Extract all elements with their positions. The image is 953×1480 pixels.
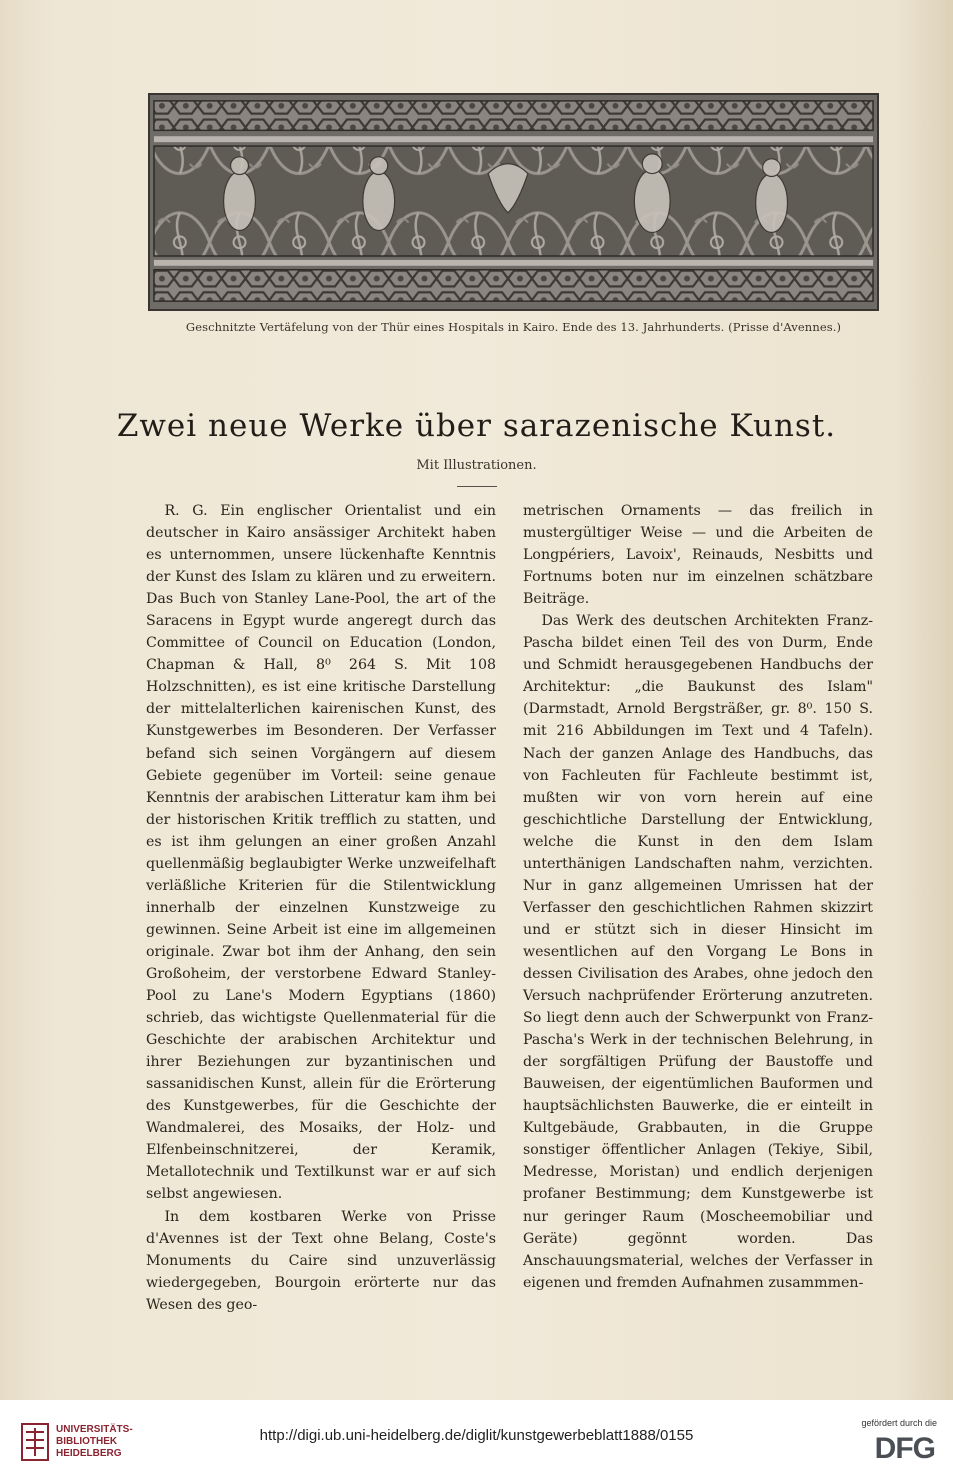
library-name-line: HEIDELBERG: [56, 1448, 122, 1459]
title-divider: [457, 486, 497, 487]
library-name-line: UNIVERSITÄTS-: [56, 1424, 133, 1435]
paragraph: metrischen Ornaments — das freilich in mustergültiger Weise — und die Arbeiten de Longpériers, Lavoix', Reinauds, Nesbitts und Fortnums boten nur im einzelnen schätzbare Beiträge.: [523, 503, 873, 608]
right-text-column: [523, 500, 873, 1294]
article-title: Zwei neue Werke über sarazenische Kunst.: [116, 408, 837, 444]
paragraph: R. G. Ein englischer Orientalist und ein deutscher in Kairo ansässiger Architekt haben es unternommen, unsere lückenhafte Kenntnis der Kunst des Islam zu klären und zu erweitern. Das Buch von Stanley Lane-Pool, the art of the Saracens in Egypt wurde angeregt durch das Committee of Council on Education (London, Chapman & Hall, 8⁰ 264 S. Mit 108 Holzschnitten), es ist eine kritische Darstellung der mittelalterlichen kairenischen Kunst, des Kunstgewerbes im Besonderen. Der Verfasser befand sich seinen Vorgängern auf diesem Gebiete gegenüber im Vorteil: seine genaue Kenntnis der arabischen Litteratur kam ihm bei der historischen Kritik trefflich zu statten, und es ist ihm gelungen an einer großen Anzahl quellenmäßig beglaubigter Werke unzweifelhaft verläßliche Kriterien für die Stilentwicklung innerhalb der einzelnen Kunstzweige zu gewinnen. Seine Arbeit ist eine im allgemeinen originale. Zwar bot ihm der Anhang, den sein Großoheim, der verstorbene Edward Stanley-Pool zu Lane's Modern Egyptians (1860) schrieb, das wichtigste Quellenmaterial für die Geschichte der arabischen Architektur und ihrer Beziehungen zur byzantinischen und sassanidischen Kunst, allein für die Erörterung des Kunstgewerbes, für die Geschichte der Wandmalerei, des Mosaiks, der Holz- und Elfenbeinschnitzerei, der Keramik, Metallotechnik und Textilkunst war er auf sich selbst angewiesen.: [146, 503, 496, 1203]
viewer-footer: [0, 1400, 953, 1480]
figure-caption: Geschnitzte Vertäfelung von der Thür eines Hospitals in Kairo. Ende des 13. Jahrhunderts. (Prisse d'Avennes.): [185, 320, 842, 334]
paragraph: In dem kostbaren Werke von Prisse d'Avennes ist der Text ohne Belang, Coste's Monuments du Caire sind unzuverlässig wiedergegeben, Bourgoin erörterte nur das Wesen des geo-: [146, 1208, 496, 1313]
library-name-line: BIBLIOTHEK: [56, 1436, 118, 1447]
carved-panel-illustration: [148, 93, 879, 311]
funding-label: gefördert durch die: [861, 1418, 937, 1428]
paragraph: Das Werk des deutschen Architekten Franz-Pascha bildet einen Teil des von Durm, Ende und Schmidt herausgegebenen Handbuchs der Architektur: „die Baukunst des Islam" (Darmstadt, Arnold Bergsträßer, gr. 8⁰. 150 S. mit 216 Abbildungen im Text und 4 Tafeln). Nach der ganzen Anlage des Handbuchs, das von Fachleuten für Fachleute bestimmt ist, mußten wir von vorn herein auf eine geschichtliche Darstellung der Entwicklung, welche die Kunst in den dem Islam unterthänigen Landschaften nahm, verzichten. Nur in ganz allgemeinen Umrissen hat der Verfasser den geschichtlichen Rahmen skizzirt und er stützt sich in dieser Hinsicht im wesentlichen auf den Vorgang Le Bons in dessen Civilisation des Arabes, ohne jedoch den Versuch nachprüfender Erörterung anzutreten. So liegt denn auch der Schwerpunkt von Franz-Pascha's Werk in der technischen Belehrung, in der sorgfältigen Prüfung der Baustoffe und Bauweisen, der eigentümlichen Bauformen und hauptsächlichsten Bauwerke, die er einteilt in Kultgebäude, Grabbauten, in die Gruppe sonstiger öffentlicher Anlagen (Tekiye, Sibil, Medresse, Moristan) und endlich derjenigen profaner Bestimmung; dem Kunstgewerbe ist nur geringer Raum (Moscheemobiliar und Geräte) gegönnt worden. Das Anschauungsmaterial, welches der Verfasser in eigenen und fremden Aufnahmen zusammmen-: [523, 613, 873, 1291]
article-subtitle: Mit Illustrationen.: [416, 458, 537, 473]
carved-panel-image: [150, 95, 877, 309]
left-text-column: [146, 500, 496, 1316]
dfg-logo[interactable]: DFG: [874, 1432, 935, 1465]
permalink-url[interactable]: http://digi.ub.uni-heidelberg.de/diglit/kunstgewerbeblatt1888/0155: [259, 1427, 694, 1444]
